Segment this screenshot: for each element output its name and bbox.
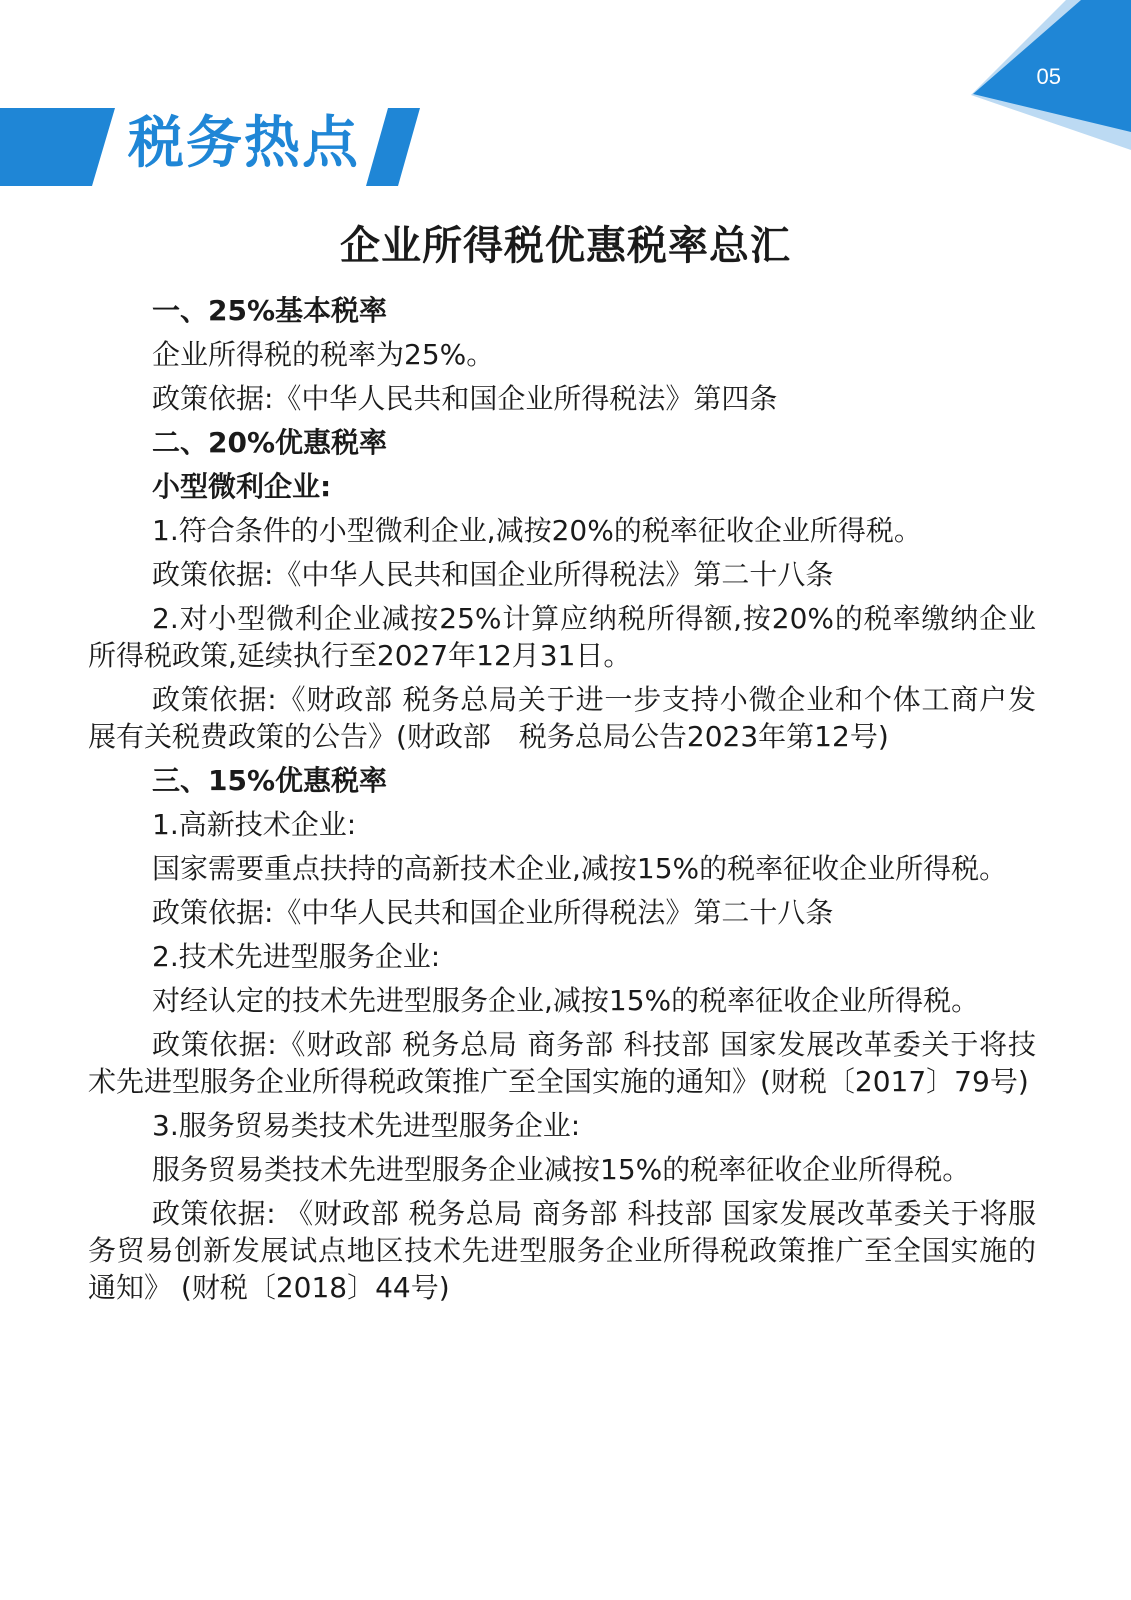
section-heading: 一、25%基本税率 <box>152 294 388 327</box>
body-paragraph: 国家需要重点扶持的高新技术企业,减按15%的税率征收企业所得税。 <box>152 852 1008 885</box>
body-paragraph: 企业所得税的税率为25%。 <box>152 338 495 371</box>
body-paragraph: 1.高新技术企业: <box>152 808 357 841</box>
body-paragraph: 政策依据:《财政部 税务总局关于进一步支持小微企业和个体工商户发展有关税费政策的公告》(财政部 税务总局公告2023年第12号) <box>88 683 1036 753</box>
section-banner-title: 税务热点 <box>128 111 360 176</box>
document-body <box>88 292 1036 1313</box>
body-paragraph: 政策依据:《中华人民共和国企业所得税法》第二十八条 <box>152 558 834 591</box>
section-heading: 二、20%优惠税率 <box>152 426 388 459</box>
body-paragraph: 1.符合条件的小型微利企业,减按20%的税率征收企业所得税。 <box>152 514 922 547</box>
document-title: 企业所得税优惠税率总汇 <box>340 223 791 269</box>
body-paragraph: 政策依据:《中华人民共和国企业所得税法》第四条 <box>152 382 778 415</box>
body-paragraph: 政策依据:《中华人民共和国企业所得税法》第二十八条 <box>152 896 834 929</box>
body-paragraph: 服务贸易类技术先进型服务企业减按15%的税率征收企业所得税。 <box>152 1153 971 1186</box>
body-paragraph: 对经认定的技术先进型服务企业,减按15%的税率征收企业所得税。 <box>152 984 980 1017</box>
section-heading: 三、15%优惠税率 <box>152 764 388 797</box>
page-number: 05 <box>1036 64 1061 89</box>
body-paragraph: 政策依据:《财政部 税务总局 商务部 科技部 国家发展改革委关于将技术先进型服务企业所得税政策推广至全国实施的通知》(财税〔2017〕79号) <box>88 1028 1036 1098</box>
body-paragraph: 2.技术先进型服务企业: <box>152 940 441 973</box>
body-paragraph: 2.对小型微利企业减按25%计算应纳税所得额,按20%的税率缴纳企业所得税政策,延续执行至2027年12月31日。 <box>88 602 1036 672</box>
section-heading: 小型微利企业: <box>152 470 332 503</box>
body-paragraph: 3.服务贸易类技术先进型服务企业: <box>152 1109 581 1142</box>
body-paragraph: 政策依据: 《财政部 税务总局 商务部 科技部 国家发展改革委关于将服务贸易创新发展试点地区技术先进型服务企业所得税政策推广至全国实施的通知》 (财税〔2018〕44号) <box>88 1197 1036 1304</box>
